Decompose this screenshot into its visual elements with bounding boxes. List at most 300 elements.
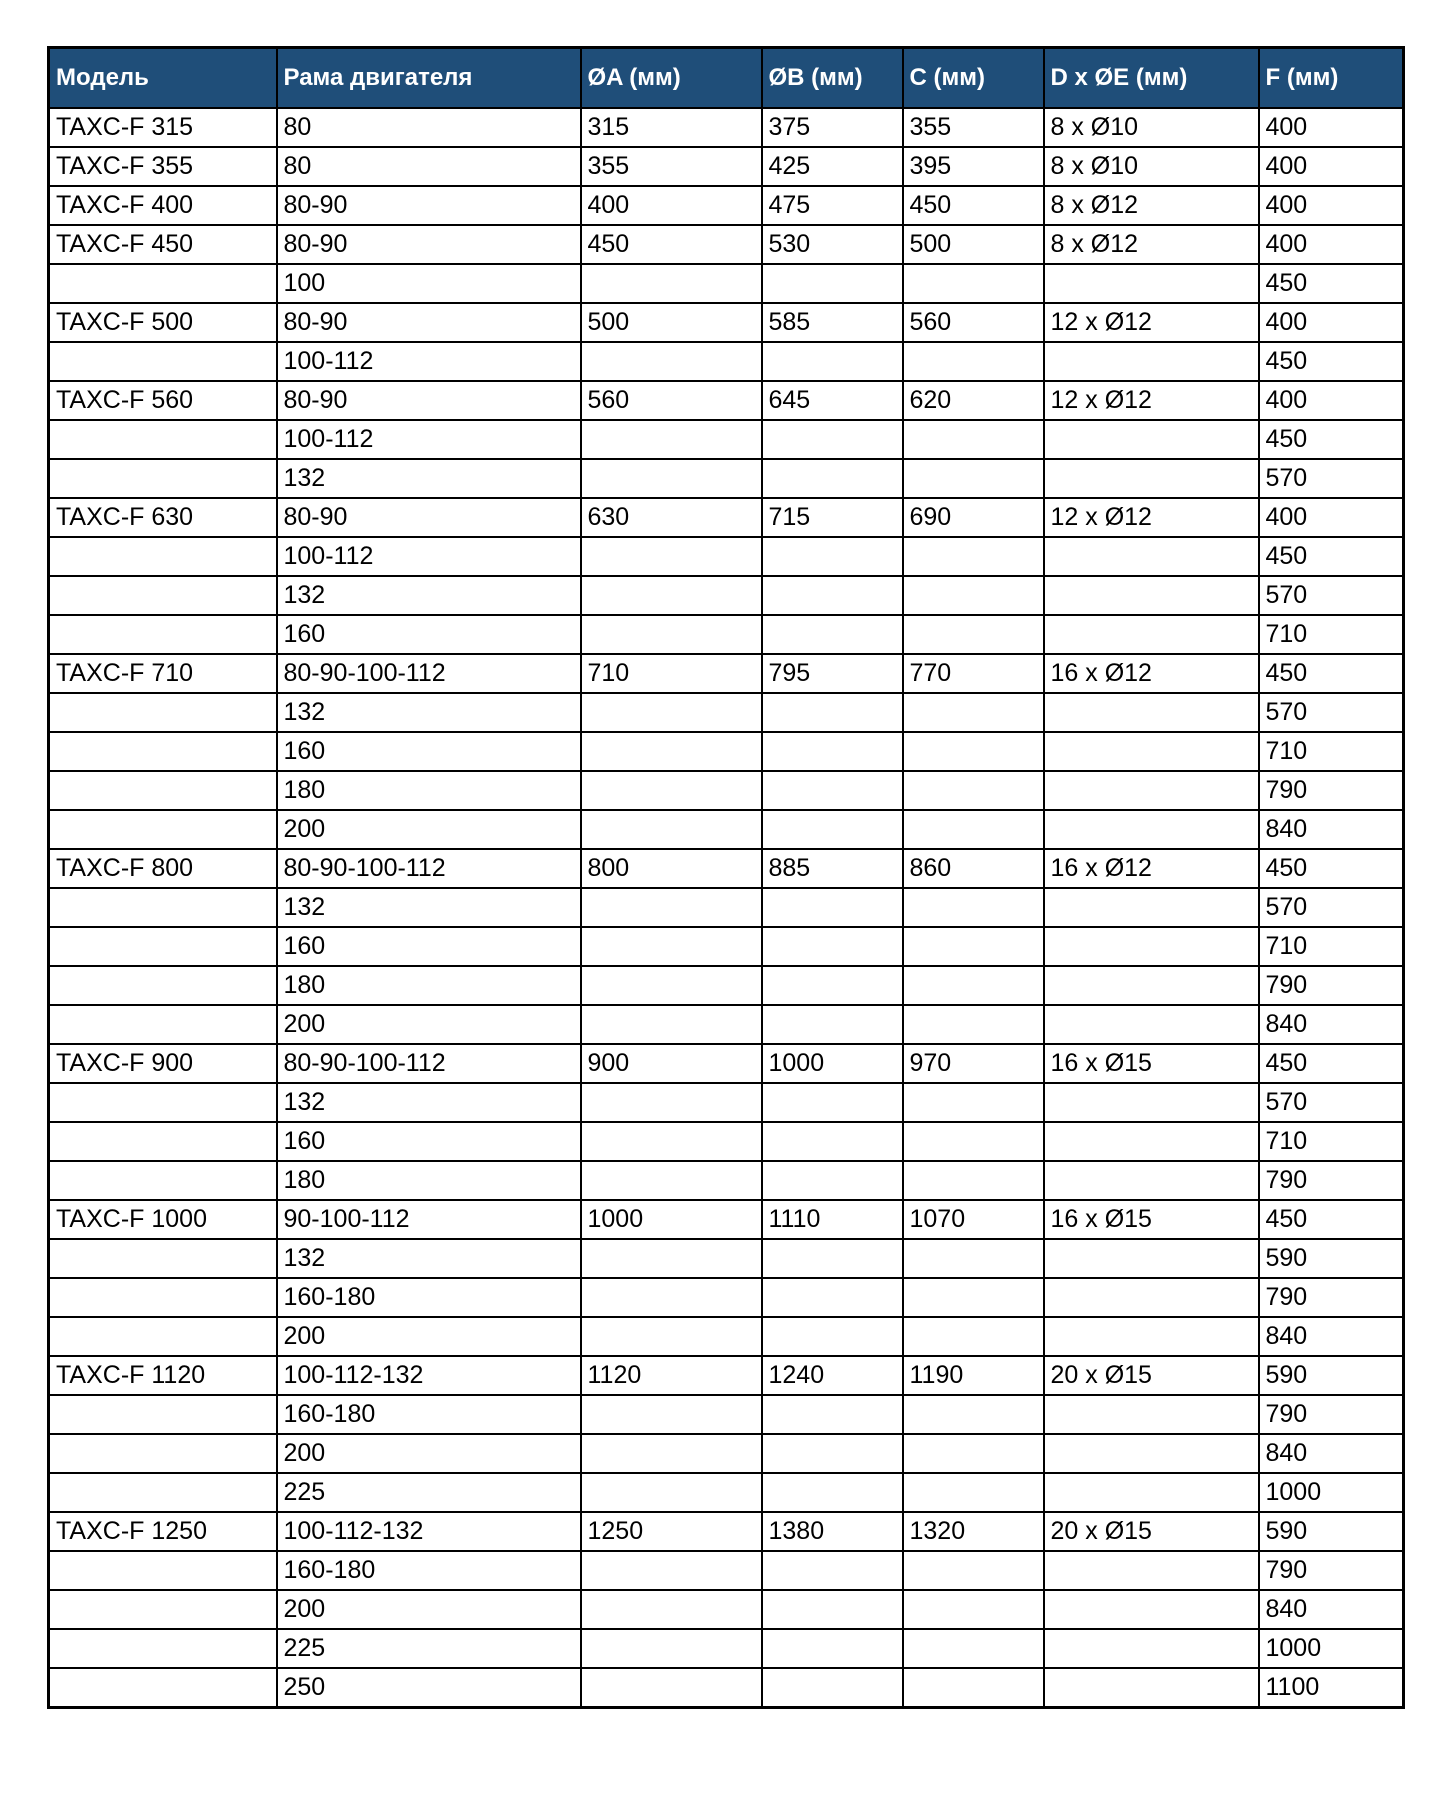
cell-c: 1070 — [903, 1200, 1044, 1239]
cell-motor-frame: 80-90 — [277, 225, 581, 264]
cell-d-x-diameter-e — [1044, 732, 1259, 771]
cell-motor-frame: 160-180 — [277, 1551, 581, 1590]
cell-f: 710 — [1259, 732, 1404, 771]
cell-diameter-b — [762, 1473, 903, 1512]
table-row — [49, 459, 1404, 498]
cell-d-x-diameter-e — [1044, 420, 1259, 459]
cell-c: 860 — [903, 849, 1044, 888]
cell-f: 790 — [1259, 1551, 1404, 1590]
header-d-x-diameter-e: D x ØE (мм) — [1044, 48, 1259, 109]
cell-d-x-diameter-e: 20 x Ø15 — [1044, 1356, 1259, 1395]
cell-diameter-a — [581, 732, 762, 771]
header-f: F (мм) — [1259, 48, 1404, 109]
cell-c — [903, 1668, 1044, 1708]
cell-motor-frame: 250 — [277, 1668, 581, 1708]
cell-diameter-a — [581, 342, 762, 381]
cell-f: 400 — [1259, 147, 1404, 186]
cell-f: 840 — [1259, 1434, 1404, 1473]
cell-model — [49, 1161, 277, 1200]
cell-c: 395 — [903, 147, 1044, 186]
cell-f: 450 — [1259, 342, 1404, 381]
cell-d-x-diameter-e: 16 x Ø12 — [1044, 654, 1259, 693]
cell-model — [49, 342, 277, 381]
cell-f: 790 — [1259, 1278, 1404, 1317]
cell-diameter-b: 1240 — [762, 1356, 903, 1395]
table-row — [49, 1200, 1404, 1239]
cell-c: 770 — [903, 654, 1044, 693]
cell-motor-frame: 80-90 — [277, 498, 581, 537]
cell-diameter-b: 1110 — [762, 1200, 903, 1239]
cell-motor-frame: 180 — [277, 771, 581, 810]
cell-f: 840 — [1259, 1005, 1404, 1044]
cell-diameter-a: 1000 — [581, 1200, 762, 1239]
cell-c: 1190 — [903, 1356, 1044, 1395]
cell-diameter-b — [762, 264, 903, 303]
cell-d-x-diameter-e — [1044, 1122, 1259, 1161]
cell-diameter-a — [581, 693, 762, 732]
cell-diameter-b — [762, 1005, 903, 1044]
cell-diameter-a: 710 — [581, 654, 762, 693]
cell-model — [49, 732, 277, 771]
cell-motor-frame: 80-90 — [277, 186, 581, 225]
cell-f: 570 — [1259, 888, 1404, 927]
cell-diameter-b: 585 — [762, 303, 903, 342]
cell-c: 1320 — [903, 1512, 1044, 1551]
header-diameter-b: ØB (мм) — [762, 48, 903, 109]
cell-model — [49, 1395, 277, 1434]
cell-diameter-b — [762, 342, 903, 381]
cell-d-x-diameter-e — [1044, 1629, 1259, 1668]
table-row — [49, 108, 1404, 147]
cell-d-x-diameter-e — [1044, 615, 1259, 654]
table-row — [49, 1239, 1404, 1278]
cell-f: 450 — [1259, 537, 1404, 576]
cell-c — [903, 576, 1044, 615]
cell-diameter-b: 375 — [762, 108, 903, 147]
cell-model: TAXC-F 500 — [49, 303, 277, 342]
cell-model: TAXC-F 900 — [49, 1044, 277, 1083]
cell-d-x-diameter-e: 16 x Ø15 — [1044, 1044, 1259, 1083]
cell-model — [49, 1239, 277, 1278]
cell-d-x-diameter-e: 12 x Ø12 — [1044, 303, 1259, 342]
table-row — [49, 225, 1404, 264]
cell-diameter-b — [762, 1395, 903, 1434]
cell-motor-frame: 100-112 — [277, 537, 581, 576]
cell-model — [49, 1122, 277, 1161]
cell-f: 1000 — [1259, 1473, 1404, 1512]
cell-diameter-a — [581, 1668, 762, 1708]
table-row — [49, 771, 1404, 810]
cell-diameter-b — [762, 693, 903, 732]
cell-model: TAXC-F 630 — [49, 498, 277, 537]
cell-diameter-b — [762, 732, 903, 771]
cell-diameter-b: 1000 — [762, 1044, 903, 1083]
table-row — [49, 264, 1404, 303]
table-row — [49, 1473, 1404, 1512]
cell-d-x-diameter-e — [1044, 1473, 1259, 1512]
table-row — [49, 693, 1404, 732]
cell-diameter-b — [762, 1629, 903, 1668]
cell-f: 1000 — [1259, 1629, 1404, 1668]
cell-motor-frame: 80 — [277, 147, 581, 186]
cell-model: TAXC-F 1120 — [49, 1356, 277, 1395]
table-row — [49, 186, 1404, 225]
cell-d-x-diameter-e — [1044, 1395, 1259, 1434]
cell-c — [903, 771, 1044, 810]
cell-motor-frame: 90-100-112 — [277, 1200, 581, 1239]
cell-diameter-b — [762, 459, 903, 498]
cell-c — [903, 966, 1044, 1005]
cell-d-x-diameter-e — [1044, 1434, 1259, 1473]
table-row — [49, 1083, 1404, 1122]
cell-f: 590 — [1259, 1356, 1404, 1395]
table-row — [49, 1044, 1404, 1083]
cell-model — [49, 927, 277, 966]
cell-c — [903, 342, 1044, 381]
cell-f: 400 — [1259, 108, 1404, 147]
cell-motor-frame: 100 — [277, 264, 581, 303]
cell-diameter-a — [581, 771, 762, 810]
cell-motor-frame: 80-90 — [277, 303, 581, 342]
cell-diameter-b — [762, 1551, 903, 1590]
cell-diameter-b — [762, 615, 903, 654]
cell-motor-frame: 200 — [277, 1590, 581, 1629]
cell-f: 400 — [1259, 225, 1404, 264]
cell-c: 500 — [903, 225, 1044, 264]
cell-c — [903, 459, 1044, 498]
cell-c — [903, 420, 1044, 459]
cell-diameter-a — [581, 810, 762, 849]
cell-f: 400 — [1259, 381, 1404, 420]
cell-model — [49, 264, 277, 303]
cell-c: 690 — [903, 498, 1044, 537]
cell-model — [49, 615, 277, 654]
cell-c — [903, 1278, 1044, 1317]
cell-diameter-a — [581, 576, 762, 615]
cell-c — [903, 1083, 1044, 1122]
table-row — [49, 420, 1404, 459]
cell-d-x-diameter-e — [1044, 1668, 1259, 1708]
cell-c — [903, 1239, 1044, 1278]
cell-diameter-b — [762, 1122, 903, 1161]
cell-motor-frame: 100-112 — [277, 342, 581, 381]
cell-d-x-diameter-e: 8 x Ø12 — [1044, 225, 1259, 264]
cell-f: 1100 — [1259, 1668, 1404, 1708]
cell-motor-frame: 132 — [277, 1239, 581, 1278]
cell-motor-frame: 225 — [277, 1473, 581, 1512]
table-row — [49, 1317, 1404, 1356]
table-row — [49, 927, 1404, 966]
header-motor-frame: Рама двигателя — [277, 48, 581, 109]
cell-c — [903, 732, 1044, 771]
table-row — [49, 1395, 1404, 1434]
cell-model — [49, 888, 277, 927]
cell-motor-frame: 160 — [277, 927, 581, 966]
cell-motor-frame: 100-112-132 — [277, 1356, 581, 1395]
cell-diameter-b — [762, 888, 903, 927]
cell-f: 790 — [1259, 966, 1404, 1005]
cell-f: 570 — [1259, 459, 1404, 498]
cell-diameter-a: 1250 — [581, 1512, 762, 1551]
cell-f: 590 — [1259, 1239, 1404, 1278]
table-row — [49, 576, 1404, 615]
cell-diameter-a — [581, 264, 762, 303]
cell-f: 590 — [1259, 1512, 1404, 1551]
table-row — [49, 537, 1404, 576]
cell-d-x-diameter-e — [1044, 1590, 1259, 1629]
cell-model — [49, 1473, 277, 1512]
cell-motor-frame: 80-90-100-112 — [277, 849, 581, 888]
cell-motor-frame: 132 — [277, 888, 581, 927]
cell-diameter-b: 425 — [762, 147, 903, 186]
cell-diameter-b — [762, 1239, 903, 1278]
cell-motor-frame: 160-180 — [277, 1395, 581, 1434]
cell-model — [49, 1551, 277, 1590]
cell-model — [49, 537, 277, 576]
cell-model: TAXC-F 355 — [49, 147, 277, 186]
cell-d-x-diameter-e — [1044, 810, 1259, 849]
cell-c — [903, 1473, 1044, 1512]
cell-diameter-b — [762, 1317, 903, 1356]
cell-f: 790 — [1259, 1395, 1404, 1434]
cell-f: 400 — [1259, 186, 1404, 225]
cell-model — [49, 1629, 277, 1668]
cell-motor-frame: 80-90-100-112 — [277, 654, 581, 693]
cell-c — [903, 693, 1044, 732]
cell-motor-frame: 80 — [277, 108, 581, 147]
cell-model: TAXC-F 560 — [49, 381, 277, 420]
cell-diameter-a — [581, 1629, 762, 1668]
cell-d-x-diameter-e — [1044, 927, 1259, 966]
cell-c — [903, 1551, 1044, 1590]
table-row — [49, 615, 1404, 654]
table-row — [49, 147, 1404, 186]
cell-c: 450 — [903, 186, 1044, 225]
cell-diameter-b — [762, 537, 903, 576]
cell-diameter-b — [762, 966, 903, 1005]
cell-c — [903, 1005, 1044, 1044]
cell-model — [49, 1005, 277, 1044]
cell-f: 710 — [1259, 927, 1404, 966]
cell-f: 710 — [1259, 1122, 1404, 1161]
cell-model — [49, 1083, 277, 1122]
table-row — [49, 1434, 1404, 1473]
header-diameter-a: ØA (мм) — [581, 48, 762, 109]
cell-motor-frame: 180 — [277, 966, 581, 1005]
table-row — [49, 1551, 1404, 1590]
table-row — [49, 654, 1404, 693]
cell-f: 840 — [1259, 1317, 1404, 1356]
table-row — [49, 381, 1404, 420]
cell-diameter-a — [581, 420, 762, 459]
table-body — [49, 108, 1404, 1708]
cell-f: 710 — [1259, 615, 1404, 654]
cell-model — [49, 1317, 277, 1356]
cell-diameter-b: 795 — [762, 654, 903, 693]
cell-model: TAXC-F 1000 — [49, 1200, 277, 1239]
cell-c — [903, 927, 1044, 966]
cell-motor-frame: 160 — [277, 732, 581, 771]
cell-c: 355 — [903, 108, 1044, 147]
cell-motor-frame: 80-90-100-112 — [277, 1044, 581, 1083]
table-row — [49, 1005, 1404, 1044]
table-row — [49, 342, 1404, 381]
table-row — [49, 1512, 1404, 1551]
cell-c — [903, 1161, 1044, 1200]
cell-diameter-b — [762, 1668, 903, 1708]
cell-diameter-b: 1380 — [762, 1512, 903, 1551]
cell-motor-frame: 80-90 — [277, 381, 581, 420]
cell-d-x-diameter-e — [1044, 771, 1259, 810]
cell-d-x-diameter-e: 8 x Ø12 — [1044, 186, 1259, 225]
cell-diameter-a — [581, 927, 762, 966]
cell-motor-frame: 160-180 — [277, 1278, 581, 1317]
cell-d-x-diameter-e — [1044, 1161, 1259, 1200]
cell-motor-frame: 160 — [277, 1122, 581, 1161]
cell-d-x-diameter-e — [1044, 1083, 1259, 1122]
cell-f: 570 — [1259, 576, 1404, 615]
cell-model: TAXC-F 450 — [49, 225, 277, 264]
cell-d-x-diameter-e — [1044, 459, 1259, 498]
cell-diameter-a — [581, 1005, 762, 1044]
cell-diameter-a — [581, 537, 762, 576]
cell-motor-frame: 160 — [277, 615, 581, 654]
cell-diameter-a — [581, 1590, 762, 1629]
cell-motor-frame: 225 — [277, 1629, 581, 1668]
cell-d-x-diameter-e — [1044, 966, 1259, 1005]
cell-diameter-b — [762, 810, 903, 849]
cell-model — [49, 576, 277, 615]
cell-c — [903, 1317, 1044, 1356]
cell-f: 790 — [1259, 1161, 1404, 1200]
cell-model: TAXC-F 400 — [49, 186, 277, 225]
cell-d-x-diameter-e — [1044, 888, 1259, 927]
cell-d-x-diameter-e — [1044, 537, 1259, 576]
table-row — [49, 1161, 1404, 1200]
cell-diameter-a: 400 — [581, 186, 762, 225]
cell-diameter-a: 560 — [581, 381, 762, 420]
cell-diameter-a: 355 — [581, 147, 762, 186]
cell-diameter-a — [581, 1239, 762, 1278]
cell-f: 450 — [1259, 654, 1404, 693]
cell-motor-frame: 132 — [277, 693, 581, 732]
table-row — [49, 1590, 1404, 1629]
cell-diameter-b — [762, 1434, 903, 1473]
cell-diameter-a — [581, 615, 762, 654]
cell-diameter-b: 885 — [762, 849, 903, 888]
table-row — [49, 966, 1404, 1005]
table-row — [49, 498, 1404, 537]
header-model: Модель — [49, 48, 277, 109]
cell-d-x-diameter-e: 16 x Ø12 — [1044, 849, 1259, 888]
cell-motor-frame: 200 — [277, 1317, 581, 1356]
cell-diameter-a — [581, 459, 762, 498]
cell-diameter-b — [762, 576, 903, 615]
cell-d-x-diameter-e: 8 x Ø10 — [1044, 108, 1259, 147]
cell-motor-frame: 132 — [277, 1083, 581, 1122]
cell-motor-frame: 132 — [277, 459, 581, 498]
cell-model — [49, 459, 277, 498]
cell-c — [903, 264, 1044, 303]
cell-d-x-diameter-e — [1044, 264, 1259, 303]
table-row — [49, 888, 1404, 927]
cell-diameter-a: 500 — [581, 303, 762, 342]
cell-f: 450 — [1259, 264, 1404, 303]
cell-f: 450 — [1259, 849, 1404, 888]
cell-c — [903, 1434, 1044, 1473]
cell-f: 450 — [1259, 1044, 1404, 1083]
cell-diameter-a — [581, 1122, 762, 1161]
cell-c — [903, 1590, 1044, 1629]
cell-diameter-b — [762, 1083, 903, 1122]
cell-diameter-a: 450 — [581, 225, 762, 264]
cell-d-x-diameter-e: 8 x Ø10 — [1044, 147, 1259, 186]
cell-diameter-a — [581, 1395, 762, 1434]
cell-motor-frame: 200 — [277, 1434, 581, 1473]
table-row — [49, 1629, 1404, 1668]
cell-f: 400 — [1259, 303, 1404, 342]
table-row — [49, 732, 1404, 771]
cell-c: 560 — [903, 303, 1044, 342]
cell-d-x-diameter-e — [1044, 693, 1259, 732]
cell-diameter-b — [762, 1590, 903, 1629]
cell-c — [903, 888, 1044, 927]
cell-diameter-a — [581, 1317, 762, 1356]
cell-d-x-diameter-e — [1044, 1005, 1259, 1044]
cell-motor-frame: 180 — [277, 1161, 581, 1200]
cell-diameter-a — [581, 888, 762, 927]
cell-model — [49, 966, 277, 1005]
cell-diameter-b: 530 — [762, 225, 903, 264]
cell-diameter-b: 715 — [762, 498, 903, 537]
cell-f: 450 — [1259, 420, 1404, 459]
cell-diameter-a: 800 — [581, 849, 762, 888]
cell-f: 570 — [1259, 1083, 1404, 1122]
cell-model — [49, 420, 277, 459]
cell-model — [49, 771, 277, 810]
cell-diameter-a — [581, 1434, 762, 1473]
cell-d-x-diameter-e: 20 x Ø15 — [1044, 1512, 1259, 1551]
cell-diameter-b — [762, 771, 903, 810]
table-row — [49, 810, 1404, 849]
cell-model — [49, 1590, 277, 1629]
cell-c — [903, 810, 1044, 849]
cell-diameter-b — [762, 927, 903, 966]
cell-c — [903, 615, 1044, 654]
cell-model — [49, 1278, 277, 1317]
cell-model — [49, 693, 277, 732]
cell-model — [49, 1434, 277, 1473]
cell-model: TAXC-F 800 — [49, 849, 277, 888]
cell-motor-frame: 200 — [277, 1005, 581, 1044]
cell-model: TAXC-F 315 — [49, 108, 277, 147]
cell-model — [49, 810, 277, 849]
cell-d-x-diameter-e — [1044, 1278, 1259, 1317]
cell-diameter-b — [762, 1278, 903, 1317]
cell-c: 620 — [903, 381, 1044, 420]
cell-diameter-a — [581, 1161, 762, 1200]
cell-diameter-b: 645 — [762, 381, 903, 420]
cell-c — [903, 537, 1044, 576]
table-row — [49, 303, 1404, 342]
table-row — [49, 1278, 1404, 1317]
cell-f: 840 — [1259, 1590, 1404, 1629]
cell-d-x-diameter-e: 12 x Ø12 — [1044, 381, 1259, 420]
cell-diameter-b — [762, 420, 903, 459]
cell-motor-frame: 100-112-132 — [277, 1512, 581, 1551]
cell-c — [903, 1122, 1044, 1161]
table-header — [49, 48, 1404, 109]
